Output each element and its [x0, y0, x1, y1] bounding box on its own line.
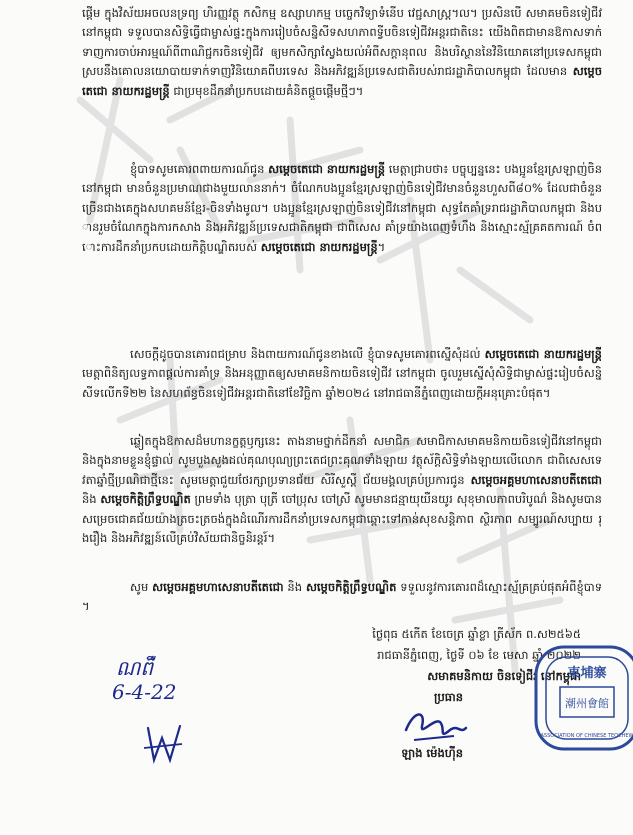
honorific-title: សម្តេចកិត្តិព្រឹទ្ធបណ្ឌិត [305, 580, 397, 594]
signatory-name: ឡាង ម៉េងហ៊ីន [401, 746, 463, 760]
honorific-title: សម្តេចអគ្គមហាសេនាបតីតេជោ [152, 580, 284, 594]
paragraph-intro-continuation [82, 4, 602, 101]
honorific-title: សម្តេចតេជោ នាយករដ្ឋមន្ត្រី [484, 347, 602, 361]
honorific-title: សម្តេចអគ្គមហាសេនាបតីតេជោ [470, 472, 602, 487]
paragraph-text: មេត្តាពិនិត្យលទ្ធភាពផ្តល់ការគាំទ្រ និងអនុញ្ញាតឲ្យសមាគមនិកាយចិនទៀជីវ នៅកម្ពុជា ចូលរួមស្នើសុំសិទ្ធិជាម្ចាស់ផ្ទះរៀបចំសន្និសីទលើកទី២២ នៃសហព័ន្ធចិនទៀជីវអន្តរជាតិនៅខែវិច្ឆិកា ឆ្នាំ២០២៤ នៅរាជធានីភ្នំពេញដោយក្តីអនុគ្រោះបំផុត។ [82, 366, 602, 400]
paragraph-request [82, 345, 602, 403]
svg-text:東埔寨: 東埔寨 [567, 666, 607, 681]
handwritten-initials: ណព៌ី [116, 656, 154, 680]
place-and-date: រាជធានីភ្នំពេញ, ថ្ងៃទី ០៦ ខែ មេសា ឆ្នាំ ២០២២ [377, 648, 581, 662]
paragraph-text: ។ [377, 239, 386, 254]
paragraph-report [82, 160, 602, 257]
paragraph-text: មេត្តាជ្រាបថា៖ បច្ចុប្បន្ននេះ បងប្អូនខ្មែរស្រឡាញ់ចិននៅកម្ពុជា មានចំនួនប្រមាណជាងមួយលាននាក់។ ចំណែកបងប្អូនខ្មែរស្រឡាញ់ចិនទៀជីវមានចំនួនហួសពី៨០% ដែលជាចំនួនច្រើនជាងគេក្នុងសហគមន៍ខ្មែរ-ចិនទាំងមូល។ បងប្អូនខ្មែរស្រឡាញ់ចិនទៀជីវនៅកម្ពុជា សុទ្ធតែគាំទ្ររាជរដ្ឋាភិបាលកម្ពុជា និងបានរួមចំណែកក្នុងការកសាង និងអភិវឌ្ឍន៍ប្រទេសជាតិកម្ពុជា ជាពិសេស គាំទ្រយ៉ាងពេញទំហឹង និងស្មោះស្ម័គ្រគតការណ៍ ចំពោះការដឹកនាំប្រកបដោយកិត្តិបណ្ឌិតរបស់ [82, 162, 603, 254]
organization-name: សមាគមនិកាយ ចិនទៀជីវ នៅកម្ពុជា [427, 669, 581, 683]
honorific-title: សម្តេចតេជោ នាយករដ្ឋមន្ត្រី [260, 239, 378, 254]
paragraph-text: និង [82, 492, 101, 507]
paragraph-text: សូម [130, 580, 153, 594]
handwritten-initial-mark [140, 718, 185, 768]
official-seal [532, 643, 633, 753]
paragraph-blessing [82, 432, 602, 548]
paragraph-text: ទទួលនូវការគោរពដ៏ស្មោះស្ម័គ្រ​គ្រប់ផុតអំពីខ្ញុំបាទ។ [82, 580, 602, 614]
honorific-title: សម្តេចកិត្តិព្រឹទ្ធបណ្ឌិត [100, 492, 191, 507]
svg-text:潮州會館: 潮州會館 [565, 697, 609, 710]
lunar-date: ថ្ងៃពុធ ៥កើត ខែចេត្រ ឆ្នាំខ្លា ត្រីស័ក ព.ស២៥៦៥ [372, 627, 581, 641]
paragraph-text: សេចក្តីដូចបានគោរពជម្រាប និងពាយការណ៍ជូនខាងលើ ខ្ញុំបាទសូមគោរពស្នើសុំដល់ [130, 347, 485, 361]
paragraph-text: ផ្តើម ក្នុងវិស័យអចលនទ្រព្យ ហិរញ្ញវត្ថុ កសិកម្ម ឧស្សាហកម្ម បច្ចេកវិទ្យាទំនើប វេជ្ជសាស្ត្រ។ល។ ប្រសិនបើ សមាគមចិនទៀជីវនៅកម្ពុជា ទទួលបានសិទ្ធិធ្វើជាម្ចាស់ផ្ទះក្នុងការរៀបចំសន្និសីទសហភាពទ្វីបចិនទៀជីវអន្តរជាតិនេះ យើងពិតជាមានឱកាសទាក់ទាញការចាប់អារម្មណ៍ពីពាណិជ្ជករចិនទៀជីវ ឲ្យមកសិក្សាស្វែងយល់អំពីសក្តានុពល និងបរិស្ថាននៃវិនិយោគនៅប្រទេសកម្ពុជា ស្របនឹងគោលនយោបាយទាក់ទាញវិនិយោគពីបរទេស និងអភិវឌ្ឍន៍ប្រទេសជាតិរបស់រាជរដ្ឋាភិបាលកម្ពុជា ដែលមាន [82, 6, 602, 79]
paragraph-text: និង [283, 580, 306, 594]
handwritten-date: 6-4-22 [112, 680, 177, 704]
honorific-title: សម្តេចតេជោ នាយករដ្ឋមន្ត្រី [82, 64, 602, 98]
honorific-title: សម្តេចតេជោ នាយករដ្ឋមន្ត្រី [268, 162, 386, 176]
paragraph-text: ខ្ញុំបាទសូមគោរពពាយការណ៍ជូន [130, 162, 269, 176]
paragraph-text: ឆ្លៀតក្នុងឱកាសដ៏មហានក្ខត្តឫក្សនេះ តាងនាមថ្នាក់ដឹកនាំ សមាជិក សមាជិកាសមាគមនិកាយចិនទៀជីវនៅកម្ពុជា និងក្នុងនាមខ្លួនខ្ញុំផ្ទាល់ សូមបួងសួងដល់គុណបុណ្យព្រះតេជព្រះគុណទាំងឡាយ វត្ថុស័ក្តិសិទ្ធិទាំងឡាយលើលោក ជាពិសេសទេវតាឆ្នាំថ្មីប្រណិជាថ្មីនេះ សូមមេត្តាជួយថែរក្សាប្រទានជ័យ សិរីសួស្តី ជ័យមង្គលគ្រប់ប្រការជូន [82, 434, 602, 487]
signature-mark [400, 700, 470, 750]
signatory-role: ប្រធាន [434, 690, 463, 704]
paragraph-text: ព្រមទាំង បុត្រា បុត្រី ចៅប្រុស ចៅស្រី សូមមានជន្មាយុយឺនយូរ សុខុមាលភាពបរិបូណ៌ និងសូមបានសម្រេចជោគជ័យយ៉ាងត្រចះត្រចង់ក្នុងដំណើរការដឹកនាំប្រទេសកម្ពុជាឆ្ពោះទៅកាន់សុខសន្តិភាព ស្ថិរភាព សម្បូរណ៍សប្បាយ រុងរឿង និងអភិវឌ្ឍន៍លើគ្រប់វិស័យជានិច្ចនិរន្តរ៍។ [82, 492, 602, 546]
paragraph-text: ជាប្រមុខដឹកនាំប្រកបដោយគំនិតផ្តួចផ្តើមថ្មីៗ។ [169, 83, 364, 98]
paragraph-closing-respect [82, 578, 602, 617]
svg-text:ASSOCIATION OF CHINESE TEOCHEW: ASSOCIATION OF CHINESE TEOCHEW [540, 733, 633, 739]
